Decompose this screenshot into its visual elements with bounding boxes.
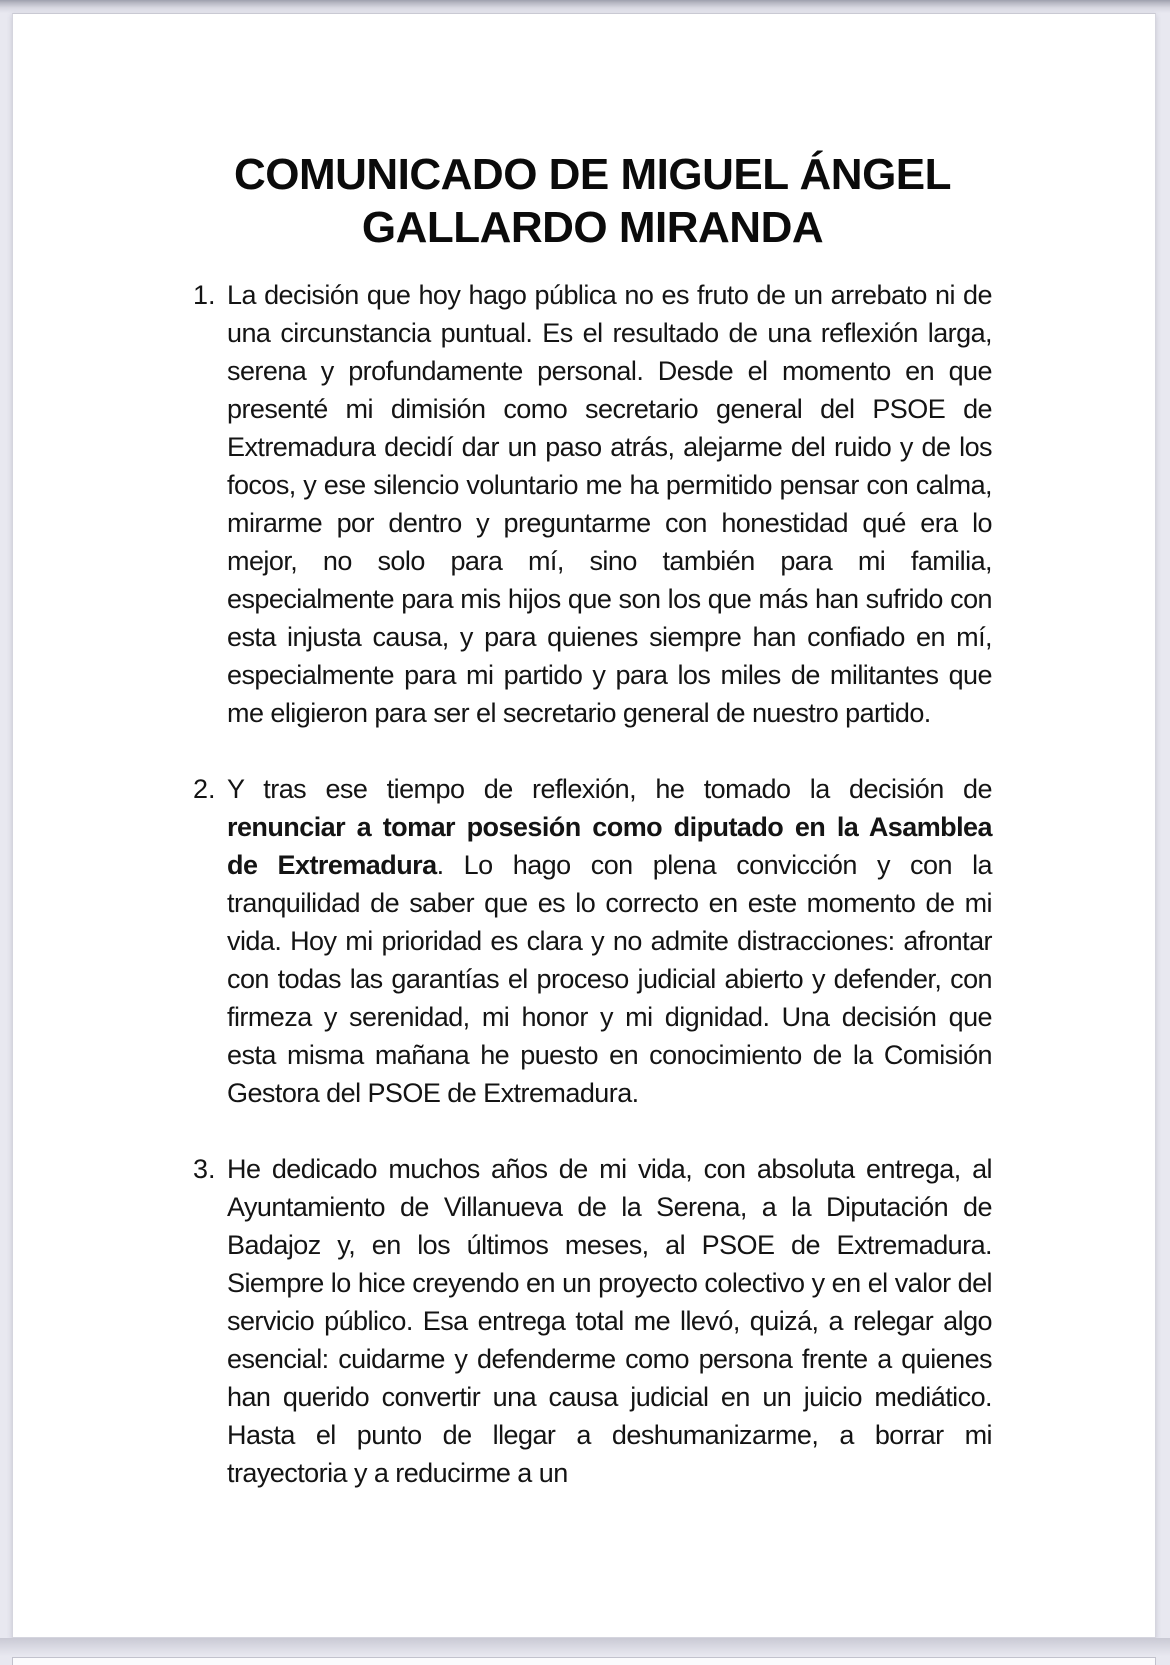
paragraph-text-segment: He dedicado muchos años de mi vida, con absoluta entrega, al Ayuntamiento de Villanueva de la Serena, a la Diputación de Badajoz y, en los últimos meses, al PSOE de Extremadura. Siempre lo hice creyendo en un proyecto colectivo y en el valor del servicio público. Esa entrega total me llevó, quizá, a relegar algo esencial: cuidarme y defenderme como persona frente a quienes han querido convertir una causa judicial en un juicio mediático. Hasta el punto de llegar a deshumanizarme, a borrar mi trayectoria y a reducirme a un: [227, 1154, 992, 1488]
item-number: 1.: [193, 280, 216, 310]
item-paragraph: [227, 770, 992, 1112]
numbered-list: [193, 276, 992, 1492]
item-paragraph: [227, 276, 992, 732]
bold-emphasis: renunciar a tomar posesión como diputado en la Asamblea de Extremadura: [227, 812, 992, 880]
list-item-3: [193, 1150, 992, 1492]
item-number: 3.: [193, 1154, 216, 1184]
item-number: 2.: [193, 774, 216, 804]
document-page-1: [12, 13, 1156, 1638]
paragraph-text-segment: La decisión que hoy hago pública no es fruto de un arrebato ni de una circunstancia puntual. Es el resultado de una reflexión larga, serena y profundamente personal. Desde el momento en que presenté mi dimisión como secretario general del PSOE de Extremadura decidí dar un paso atrás, alejarme del ruido y de los focos, y ese silencio voluntario me ha permitido pensar con calma, mirarme por dentro y preguntarme con honestidad qué era lo mejor, no solo para mí, sino también para mi familia, especialmente para mis hijos que son los que más han sufrido con esta injusta causa, y para quienes siempre han confiado en mí, especialmente para mi partido y para los miles de militantes que me eligieron para ser el secretario general de nuestro partido.: [227, 280, 992, 728]
paragraph-text-segment: . Lo hago con plena convicción y con la tranquilidad de saber que es lo correcto en este momento de mi vida. Hoy mi prioridad es clara y no admite distracciones: afrontar con todas las garantías el proceso judicial abierto y defender, con firmeza y serenidad, mi honor y mi dignidad. Una decisión que esta misma mañana he puesto en conocimiento de la Comisión Gestora del PSOE de Extremadura.: [227, 850, 992, 1108]
document-page-2-top-edge: [12, 1657, 1156, 1665]
viewer-top-edge: [0, 0, 1170, 13]
page-title: [193, 148, 992, 254]
page-gap: [0, 1638, 1170, 1657]
list-item-1: [193, 276, 992, 732]
page-title-line-2: GALLARDO MIRANDA: [361, 203, 824, 252]
paragraph-text-segment: Y tras ese tiempo de reflexión, he tomado la decisión de: [227, 774, 992, 804]
page-title-line-1: COMUNICADO DE MIGUEL ÁNGEL: [233, 150, 952, 199]
item-paragraph: [227, 1150, 992, 1492]
list-item-2: [193, 770, 992, 1112]
